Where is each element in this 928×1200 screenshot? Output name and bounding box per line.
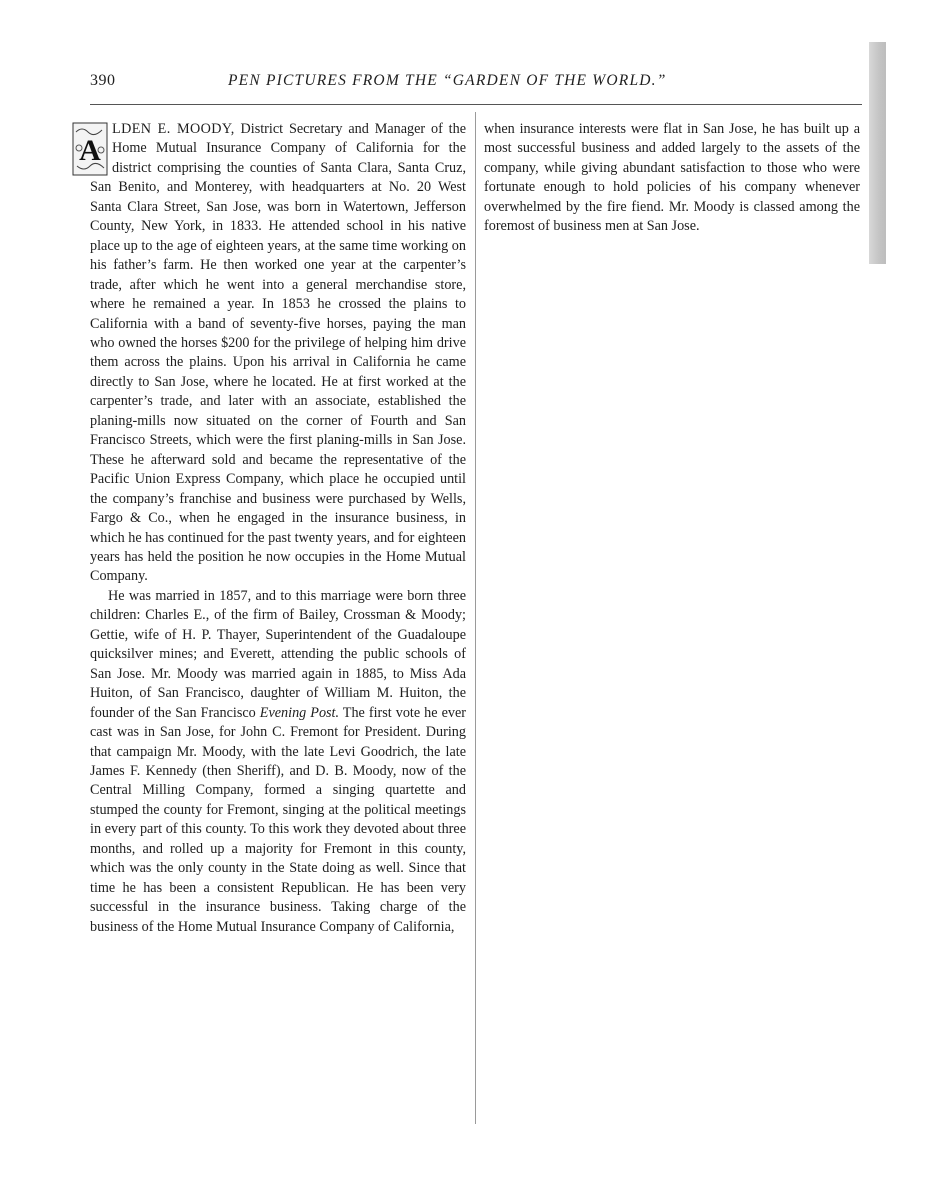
header-rule xyxy=(90,104,862,105)
dropcap-letter: A xyxy=(79,134,101,167)
paragraph-2-text-b: The first vote he ever cast was in San Jose, for John C. Fremont for President. During that campaign Mr. Moody, with the late Levi Goodrich, the late James F. Kennedy (then Sheriff), and D. B. Moody, now of the Central Milling Company, formed a singing quartette and stumped the county for Fremont, singing at the political meetings in every part of this county. To this work they devoted about three months, and rolled up a majority for Fremont in this county, which was the only county in the State doing as well. Since that time he has been a consistent Republican. He has been very successful in the insurance business. Taking charge of the business of the Home Mutual Insurance Company of California, xyxy=(90,704,466,935)
left-column xyxy=(79,120,466,937)
right-column xyxy=(484,120,860,237)
page-header xyxy=(90,72,860,96)
subject-name: LDEN E. MOODY, xyxy=(112,121,235,137)
running-head: PEN PICTURES FROM THE “GARDEN OF THE WORLD.” xyxy=(228,72,667,89)
paragraph-1-text: District Secretary and Manager of the Home Mutual Insurance Company of California for the district comprising the counties of Santa Clara, Santa Cruz, San Benito, and Monterey, with headquarters at No. 20 West Santa Clara Street, San Jose, was born in Watertown, Jefferson County, New York, in 1833. He attended school in his native place up to the age of eighteen years, at the same time working on his father’s farm. He then worked one year at the carpenter’s trade, after which he went into a general merchandise store, where he remained a year. In 1853 he crossed the plains to California with a band of seventy-five horses, paying the man who owned the horses $200 for the privilege of helping him drive them across the plains. Upon his arrival in California he came directly to San Jose, where he located. He at first worked at the carpenter’s trade, and later with an associate, established the planing-mills now situated on the corner of Fourth and San Francisco Streets, which were the first planing-mills in San Jose. These he afterward sold and became the representative of the Pacific Union Express Company, which place he occupied until the company’s franchise and business were purchased by Wells, Fargo & Co., when he engaged in the insurance business, in which he has continued for the past twenty years, and for eighteen years has held the position he now occupies in the Home Mutual Company. xyxy=(90,121,466,585)
biography-paragraph-2 xyxy=(90,587,466,937)
paragraph-2-text-a: He was married in 1857, and to this marriage were born three children: Charles E., of the firm of Bailey, Crossman & Moody; Gettie, wife of H. P. Thayer, Superintendent of the Guadaloupe quicksilver mines; and Everett, attending the public schools of San Jose. Mr. Moody was married again in 1885, to Miss Ada Huiton, of San Francisco, daughter of William M. Huiton, the founder of the San Francisco xyxy=(90,587,466,721)
scan-edge-strip xyxy=(869,42,886,264)
continuation-paragraph: when insurance interests were flat in San Jose, he has built up a most successful business and added largely to the assets of the company, while giving abundant satisfaction to those who were fortunate enough to hold policies of his company whenever overwhelmed by the fire fiend. Mr. Moody is classed among the foremost of business men at San Jose. xyxy=(484,121,860,235)
column-divider xyxy=(475,112,476,1124)
newspaper-title: Evening Post. xyxy=(259,704,340,721)
page-number: 390 xyxy=(90,72,116,89)
ornamental-dropcap-icon xyxy=(72,122,108,176)
biography-paragraph-1 xyxy=(79,120,466,587)
